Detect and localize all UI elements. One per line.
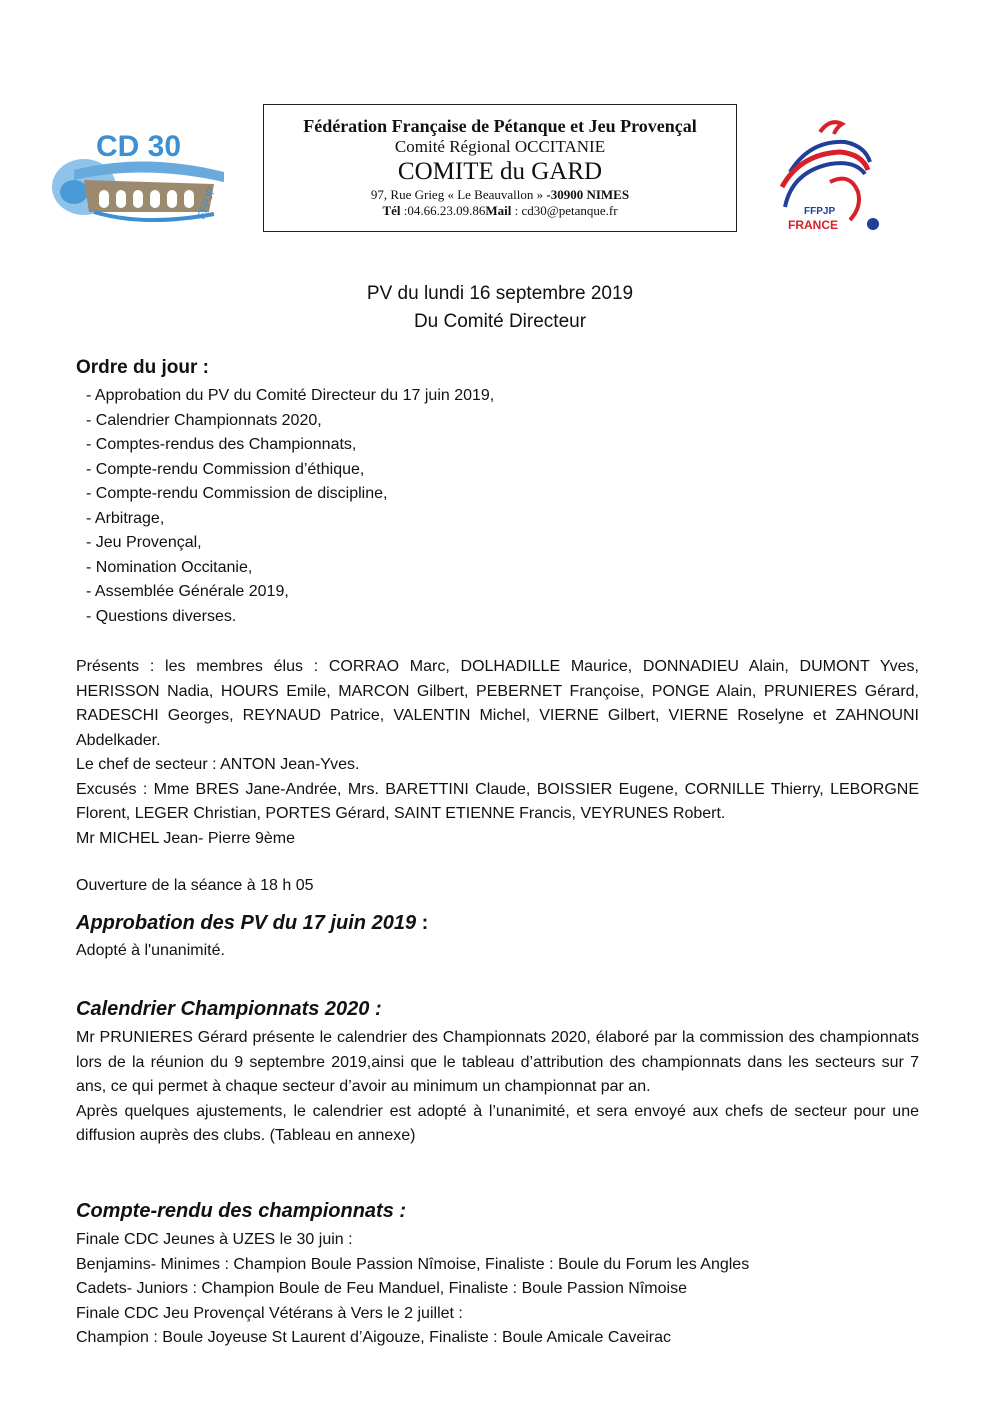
agenda-item: - Comptes-rendus des Championnats, (86, 436, 357, 453)
opening-line: Ouverture de la séance à 18 h 05 (76, 877, 314, 894)
agenda-list (86, 384, 494, 629)
excuses-paragraph: Excusés : Mme BRES Jane-Andrée, Mrs. BARETTINI Claude, BOISSIER Eugene, CORNILLE Thierry, LEBORGNE Florent, LEGER Christian, PORTES Gérard, SAINT ETIENNE Francis, VEYRUNES Robert. (76, 780, 919, 822)
agenda-item: - Assemblée Générale 2019, (86, 583, 289, 600)
compte-rendu-line: Finale CDC Jeu Provençal Vétérans à Vers le 2 juillet : (76, 1304, 463, 1322)
title-line-2: Du Comité Directeur (413, 311, 587, 332)
document-title (0, 280, 1000, 336)
agenda-item: - Calendrier Championnats 2020, (86, 411, 322, 429)
committee-name: COMITE du GARD (397, 158, 603, 185)
cd30-logo (44, 122, 244, 232)
agenda-heading: Ordre du jour : (76, 357, 209, 378)
regional-committee: Comité Régional OCCITANIE (394, 137, 606, 156)
compte-rendu-line: Benjamins- Minimes : Champion Boule Passion Nîmoise, Finaliste : Boule du Forum les Angles (76, 1255, 750, 1273)
calendrier-heading: Calendrier Championnats 2020 : (76, 998, 382, 1020)
letterhead-box (263, 104, 737, 232)
agenda-item: - Questions diverses. (86, 607, 237, 625)
approbation-body: Adopté à l'unanimité. (76, 942, 225, 959)
federation-name: Fédération Française de Pétanque et Jeu Provençal (303, 116, 697, 136)
address: 97, Rue Grieg « Le Beauvallon » -30900 NIMES (370, 187, 630, 202)
agenda-item: - Compte-rendu Commission d’éthique, (86, 460, 365, 478)
agenda-item: - Approbation du PV du Comité Directeur du 17 juin 2019, (86, 387, 495, 404)
cd30-logo-subtext: FFPJP (195, 185, 219, 222)
compte-rendu-line: Finale CDC Jeunes à UZES le 30 juin : (76, 1231, 353, 1248)
agenda-item: - Compte-rendu Commission de discipline, (86, 485, 388, 502)
title-line-1: PV du lundi 16 septembre 2019 (366, 283, 634, 304)
compte-rendu-body (76, 1228, 919, 1351)
chef-secteur-line: Le chef de secteur : ANTON Jean-Yves. (76, 756, 360, 773)
attendance-block (76, 655, 919, 851)
compte-rendu-line: Cadets- Juniors : Champion Boule de Feu Manduel, Finaliste : Boule Passion Nîmoise (76, 1280, 687, 1297)
agenda-item: - Arbitrage, (86, 509, 165, 527)
contact-line: Tél :04.66.23.09.86Mail : cd30@petanque.fr (382, 203, 618, 218)
ffpjp-rooster-logo (770, 112, 890, 240)
ffpjp-logo-text: FFPJP (804, 206, 836, 217)
michel-line: Mr MICHEL Jean- Pierre 9ème (76, 829, 296, 847)
cd30-logo-text: CD 30 (96, 130, 182, 163)
calendrier-paragraph-2: Après quelques ajustements, le calendrier est adopté à l’unanimité, et sera envoyé aux chefs de secteur pour une diffusion auprès des clubs. (Tableau en annexe) (76, 1102, 919, 1144)
compte-rendu-line: Champion : Boule Joyeuse St Laurent d’Aigouze, Finaliste : Boule Amicale Caveirac (76, 1329, 671, 1346)
calendrier-body (76, 1026, 919, 1149)
france-logo-text: FRANCE (788, 218, 838, 232)
agenda-item: - Jeu Provençal, (86, 534, 202, 551)
agenda-item: - Nomination Occitanie, (86, 558, 253, 576)
presents-paragraph: Présents : les membres élus : CORRAO Marc, DOLHADILLE Maurice, DONNADIEU Alain, DUMONT Yves, HERISSON Nadia, HOURS Emile, MARCON Gilbert, PEBERNET Françoise, PONGE Alain, PRUNIERES Gérard, RADESCHI Georges, REYNAUD Patrice, VALENTIN Michel, VIERNE Gilbert, VIERNE Roselyne et ZAHNOUNI Abdelkader. (76, 658, 919, 749)
calendrier-paragraph-1: Mr PRUNIERES Gérard présente le calendrier des Championnats 2020, élaboré par la commission des championnats lors de la réunion du 9 septembre 2019,ainsi que le tableau d’attribution des championnats dans les secteurs sur 7 ans, ce qui permet à chaque secteur d’avoir au minimum un championnat par an. (76, 1029, 919, 1095)
compte-rendu-heading: Compte-rendu des championnats : (76, 1200, 407, 1222)
approbation-heading: Approbation des PV du 17 juin 2019 : (76, 912, 429, 934)
